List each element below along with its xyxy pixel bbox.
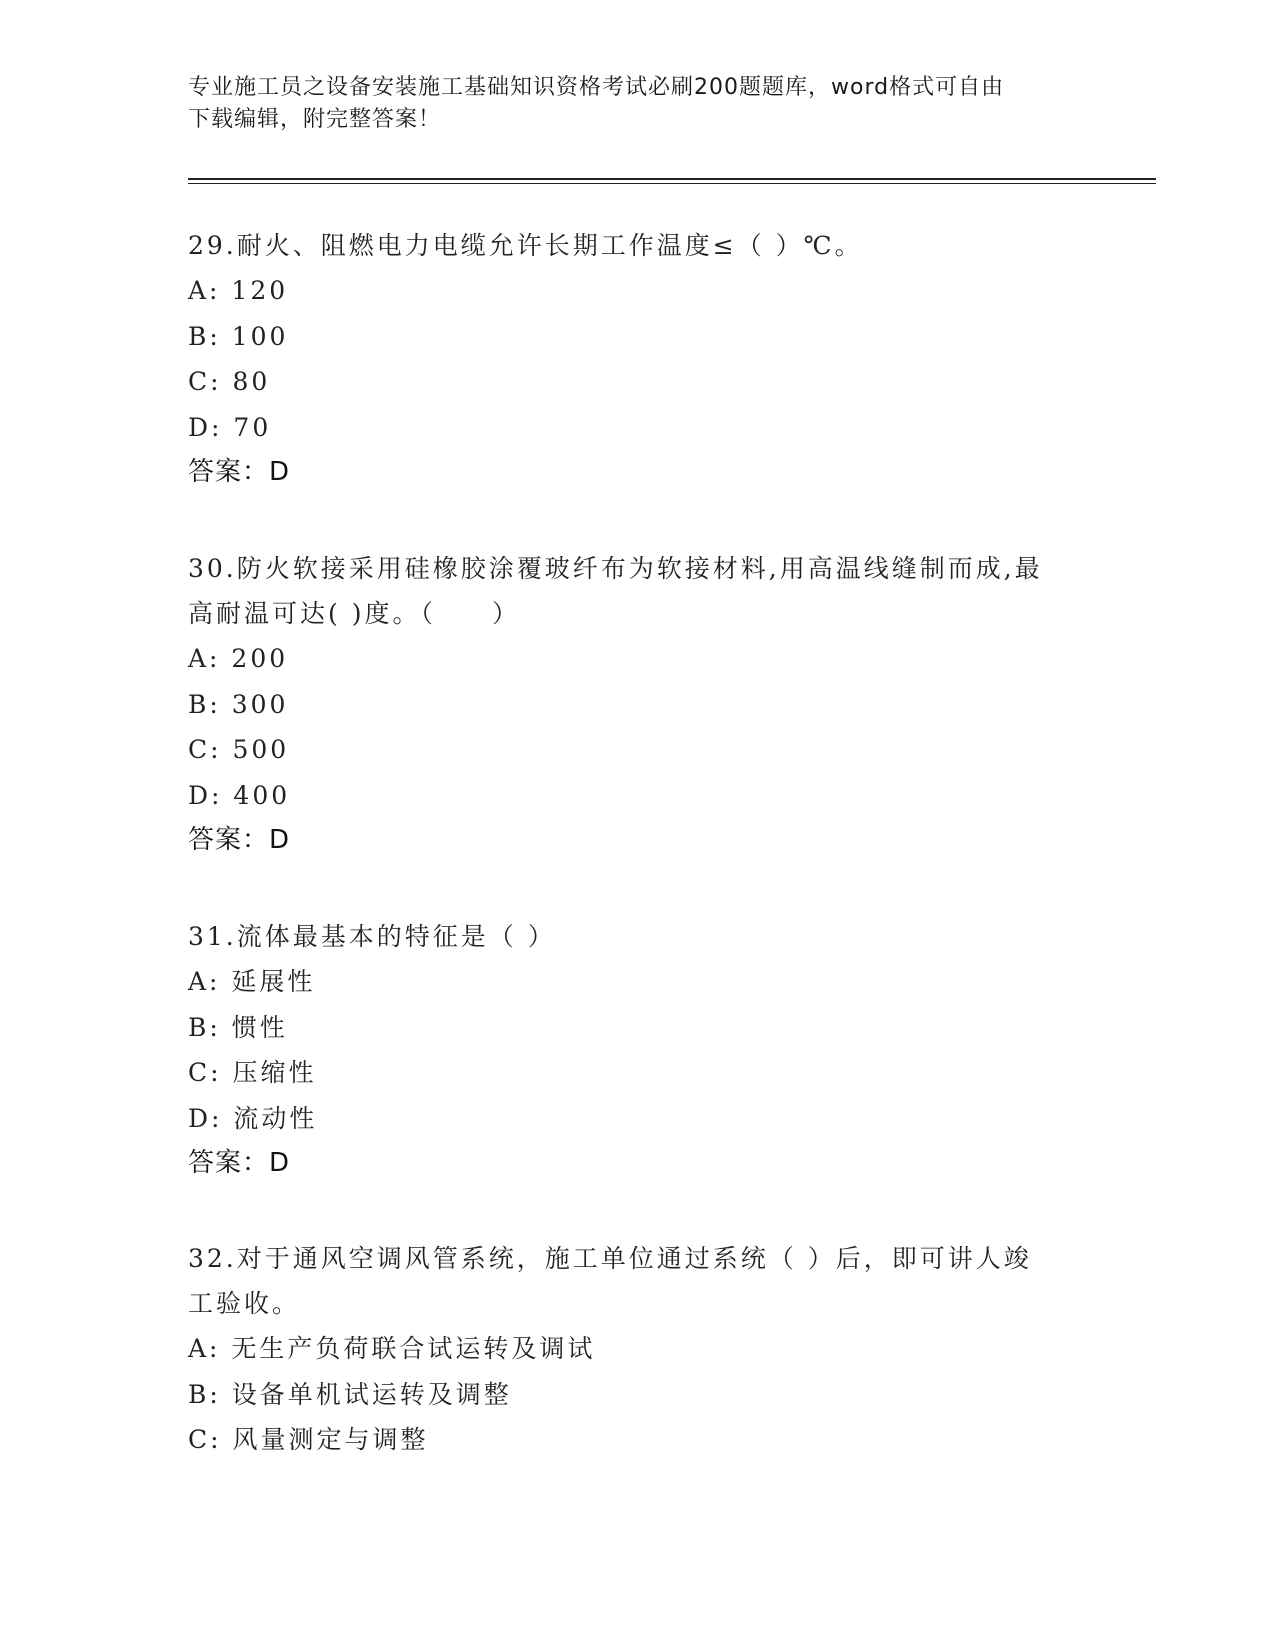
answer-line: 答案：D xyxy=(188,825,291,855)
answer-line: 答案：D xyxy=(188,457,291,487)
option-c: C: 风量测定与调整 xyxy=(188,1425,429,1454)
option-d: D: 流动性 xyxy=(188,1103,318,1133)
option-d: D: 70 xyxy=(188,412,272,442)
question-30 xyxy=(188,546,1088,863)
header-line-2: 下载编辑，附完整答案！ xyxy=(188,107,442,132)
option-b: B: 300 xyxy=(188,689,289,719)
header-line-1: 专业施工员之设备安装施工基础知识资格考试必刷200题题库，word格式可自由 xyxy=(188,75,1005,100)
option-a: A: 无生产负荷联合试运转及调试 xyxy=(188,1334,596,1363)
question-29 xyxy=(188,223,1088,495)
option-c: C: 80 xyxy=(188,367,271,396)
question-text: 31.流体最基本的特征是（ ） xyxy=(188,922,556,951)
header-divider-thin xyxy=(188,183,1156,184)
question-32 xyxy=(188,1236,1088,1463)
option-b: B: 100 xyxy=(188,321,289,351)
option-b: B: 设备单机试运转及调整 xyxy=(188,1379,512,1409)
option-a: A: 延展性 xyxy=(188,967,316,996)
question-text: 32.对于通风空调风管系统，施工单位通过系统（ ）后，即可讲人竣 xyxy=(188,1244,1032,1273)
option-b: B: 惯性 xyxy=(188,1012,288,1042)
option-c: C: 500 xyxy=(188,735,290,764)
answer-line: 答案：D xyxy=(188,1148,291,1178)
question-31 xyxy=(188,914,1088,1186)
document-header xyxy=(188,72,1088,136)
option-a: A: 200 xyxy=(188,644,289,673)
question-text-continued: 高耐温可达( )度。（ ） xyxy=(188,599,520,628)
option-d: D: 400 xyxy=(188,780,291,810)
question-text-continued: 工验收。 xyxy=(188,1289,301,1318)
option-a: A: 120 xyxy=(188,276,289,305)
question-text: 29.耐火、阻燃电力电缆允许长期工作温度≤（ ）℃。 xyxy=(188,231,863,260)
question-text: 30.防火软接采用硅橡胶涂覆玻纤布为软接材料,用高温线缝制而成,最 xyxy=(188,554,1043,583)
option-c: C: 压缩性 xyxy=(188,1058,317,1087)
header-divider-thick xyxy=(188,178,1156,180)
